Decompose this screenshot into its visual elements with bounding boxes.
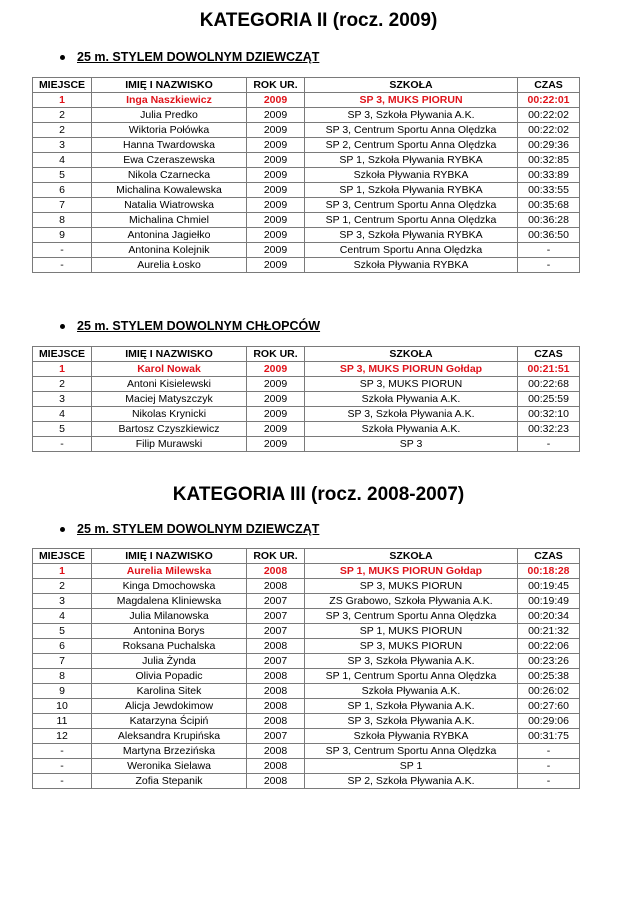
cell-place: 6 [33, 639, 92, 654]
cell-time: 00:35:68 [518, 198, 580, 213]
cell-time: 00:22:06 [518, 639, 580, 654]
cell-place: 4 [33, 153, 92, 168]
table-header-row [33, 549, 580, 564]
cell-time: 00:36:50 [518, 228, 580, 243]
cell-name: Michalina Chmiel [92, 213, 247, 228]
cell-place: 1 [33, 93, 92, 108]
cell-name: Antoni Kisielewski [92, 377, 247, 392]
cell-school: SP 1, Szkoła Pływania A.K. [305, 699, 518, 714]
cell-name: Hanna Twardowska [92, 138, 247, 153]
cell-school: Centrum Sportu Anna Olędzka [305, 243, 518, 258]
cell-time: 00:22:68 [518, 377, 580, 392]
cell-name: Nikola Czarnecka [92, 168, 247, 183]
cell-school: SP 3, Szkoła Pływania A.K. [305, 108, 518, 123]
cell-birth-year: 2008 [247, 564, 305, 579]
cell-time: 00:18:28 [518, 564, 580, 579]
cell-birth-year: 2008 [247, 669, 305, 684]
event-heading-text: 25 m. STYLEM DOWOLNYM DZIEWCZĄT [77, 522, 320, 536]
cell-time: 00:22:01 [518, 93, 580, 108]
table-row [33, 183, 580, 198]
results-table [32, 77, 580, 273]
cell-birth-year: 2009 [247, 243, 305, 258]
table-row [33, 93, 580, 108]
table-row [33, 624, 580, 639]
table-row [33, 213, 580, 228]
cell-place: 9 [33, 684, 92, 699]
column-header-name: IMIĘ I NAZWISKO [92, 78, 247, 93]
column-header-name: IMIĘ I NAZWISKO [92, 549, 247, 564]
cell-school: SP 1, Centrum Sportu Anna Olędzka [305, 213, 518, 228]
cell-name: Roksana Puchalska [92, 639, 247, 654]
column-header-school: SZKOŁA [305, 549, 518, 564]
table-header-row [33, 347, 580, 362]
table-row [33, 594, 580, 609]
cell-place: - [33, 774, 92, 789]
table-row [33, 744, 580, 759]
table-row [33, 639, 580, 654]
cell-place: - [33, 759, 92, 774]
cell-time: 00:19:45 [518, 579, 580, 594]
cell-school: SP 3, MUKS PIORUN Gołdap [305, 362, 518, 377]
cell-school: SP 1 [305, 759, 518, 774]
cell-school: SP 2, Szkoła Pływania A.K. [305, 774, 518, 789]
cell-school: SP 3, Szkoła Pływania A.K. [305, 714, 518, 729]
cell-name: Ewa Czeraszewska [92, 153, 247, 168]
cell-time: 00:32:23 [518, 422, 580, 437]
cell-place: 2 [33, 123, 92, 138]
column-header-birth-year: ROK UR. [247, 347, 305, 362]
cell-school: SP 3, Centrum Sportu Anna Olędzka [305, 744, 518, 759]
cell-school: SP 3, Szkoła Pływania RYBKA [305, 228, 518, 243]
cell-name: Kinga Dmochowska [92, 579, 247, 594]
column-header-time: CZAS [518, 549, 580, 564]
cell-time: - [518, 258, 580, 273]
cell-place: 2 [33, 579, 92, 594]
cell-birth-year: 2007 [247, 624, 305, 639]
table-row [33, 198, 580, 213]
table-row [33, 579, 580, 594]
cell-birth-year: 2008 [247, 759, 305, 774]
cell-school: SP 3, MUKS PIORUN [305, 377, 518, 392]
cell-time: 00:33:89 [518, 168, 580, 183]
column-header-place: MIEJSCE [33, 549, 92, 564]
column-header-birth-year: ROK UR. [247, 549, 305, 564]
cell-name: Wiktoria Połówka [92, 123, 247, 138]
cell-birth-year: 2008 [247, 744, 305, 759]
cell-place: - [33, 437, 92, 452]
cell-place: 5 [33, 168, 92, 183]
column-header-school: SZKOŁA [305, 78, 518, 93]
bullet-icon [60, 324, 65, 329]
cell-time: 00:19:49 [518, 594, 580, 609]
event-heading [60, 522, 319, 536]
cell-school: Szkoła Pływania RYBKA [305, 258, 518, 273]
cell-place: 8 [33, 669, 92, 684]
column-header-birth-year: ROK UR. [247, 78, 305, 93]
cell-time: 00:20:34 [518, 609, 580, 624]
event-heading [60, 319, 320, 333]
cell-place: 2 [33, 377, 92, 392]
cell-name: Olivia Popadic [92, 669, 247, 684]
cell-name: Weronika Sielawa [92, 759, 247, 774]
cell-birth-year: 2009 [247, 422, 305, 437]
cell-school: Szkoła Pływania A.K. [305, 684, 518, 699]
cell-name: Martyna Brzezińska [92, 744, 247, 759]
cell-school: SP 3, Szkoła Pływania A.K. [305, 654, 518, 669]
cell-time: 00:31:75 [518, 729, 580, 744]
table-row [33, 123, 580, 138]
cell-time: 00:25:59 [518, 392, 580, 407]
cell-time: 00:29:06 [518, 714, 580, 729]
table-row [33, 228, 580, 243]
event-heading-text: 25 m. STYLEM DOWOLNYM DZIEWCZĄT [77, 50, 320, 64]
column-header-name: IMIĘ I NAZWISKO [92, 347, 247, 362]
results-table [32, 346, 580, 452]
cell-time: - [518, 759, 580, 774]
cell-place: 7 [33, 198, 92, 213]
cell-time: - [518, 744, 580, 759]
cell-place: 12 [33, 729, 92, 744]
cell-time: 00:36:28 [518, 213, 580, 228]
cell-birth-year: 2007 [247, 729, 305, 744]
cell-school: Szkoła Pływania RYBKA [305, 729, 518, 744]
cell-time: 00:29:36 [518, 138, 580, 153]
cell-place: 11 [33, 714, 92, 729]
cell-name: Aurelia Milewska [92, 564, 247, 579]
cell-school: SP 3, MUKS PIORUN [305, 93, 518, 108]
cell-school: ZS Grabowo, Szkoła Pływania A.K. [305, 594, 518, 609]
cell-name: Karolina Sitek [92, 684, 247, 699]
cell-time: 00:32:10 [518, 407, 580, 422]
table-row [33, 153, 580, 168]
results-table [32, 548, 580, 789]
cell-place: 3 [33, 392, 92, 407]
cell-place: 2 [33, 108, 92, 123]
cell-birth-year: 2009 [247, 437, 305, 452]
cell-time: 00:25:38 [518, 669, 580, 684]
cell-time: 00:33:55 [518, 183, 580, 198]
cell-name: Zofia Stepanik [92, 774, 247, 789]
column-header-school: SZKOŁA [305, 347, 518, 362]
cell-school: SP 1, Szkoła Pływania RYBKA [305, 183, 518, 198]
cell-school: SP 3, Centrum Sportu Anna Olędzka [305, 198, 518, 213]
cell-time: 00:22:02 [518, 108, 580, 123]
category-title-3: KATEGORIA III (rocz. 2008-2007) [172, 484, 465, 505]
cell-name: Antonina Borys [92, 624, 247, 639]
cell-place: 1 [33, 564, 92, 579]
table-row [33, 684, 580, 699]
cell-time: - [518, 437, 580, 452]
table-row [33, 609, 580, 624]
cell-name: Karol Nowak [92, 362, 247, 377]
table-row [33, 669, 580, 684]
table-row [33, 729, 580, 744]
cell-time: - [518, 243, 580, 258]
cell-place: 7 [33, 654, 92, 669]
table-row [33, 138, 580, 153]
cell-school: SP 3, MUKS PIORUN [305, 579, 518, 594]
cell-name: Inga Naszkiewicz [92, 93, 247, 108]
column-header-place: MIEJSCE [33, 78, 92, 93]
cell-time: - [518, 774, 580, 789]
cell-birth-year: 2009 [247, 123, 305, 138]
cell-birth-year: 2009 [247, 183, 305, 198]
cell-school: SP 3, Centrum Sportu Anna Olędzka [305, 123, 518, 138]
cell-birth-year: 2008 [247, 699, 305, 714]
table-row [33, 108, 580, 123]
cell-school: SP 1, Centrum Sportu Anna Olędzka [305, 669, 518, 684]
table-row [33, 407, 580, 422]
cell-birth-year: 2009 [247, 108, 305, 123]
cell-place: 4 [33, 609, 92, 624]
cell-place: 3 [33, 138, 92, 153]
cell-birth-year: 2009 [247, 138, 305, 153]
table-row [33, 258, 580, 273]
cell-time: 00:23:26 [518, 654, 580, 669]
cell-birth-year: 2009 [247, 153, 305, 168]
column-header-time: CZAS [518, 347, 580, 362]
cell-school: Szkoła Pływania RYBKA [305, 168, 518, 183]
cell-place: 5 [33, 422, 92, 437]
cell-place: 4 [33, 407, 92, 422]
table-row [33, 654, 580, 669]
cell-place: 3 [33, 594, 92, 609]
category-title-2: KATEGORIA II (rocz. 2009) [199, 10, 438, 31]
cell-time: 00:27:60 [518, 699, 580, 714]
cell-name: Julia Milanowska [92, 609, 247, 624]
cell-name: Alicja Jewdokimow [92, 699, 247, 714]
cell-name: Natalia Wiatrowska [92, 198, 247, 213]
cell-name: Antonina Kolejnik [92, 243, 247, 258]
cell-birth-year: 2009 [247, 228, 305, 243]
cell-place: 9 [33, 228, 92, 243]
cell-name: Nikolas Krynicki [92, 407, 247, 422]
cell-birth-year: 2009 [247, 168, 305, 183]
cell-name: Filip Murawski [92, 437, 247, 452]
table-row [33, 377, 580, 392]
cell-school: SP 3, MUKS PIORUN [305, 639, 518, 654]
cell-birth-year: 2008 [247, 684, 305, 699]
cell-birth-year: 2009 [247, 377, 305, 392]
cell-birth-year: 2008 [247, 774, 305, 789]
cell-birth-year: 2008 [247, 714, 305, 729]
table-row [33, 392, 580, 407]
table-row [33, 362, 580, 377]
column-header-place: MIEJSCE [33, 347, 92, 362]
cell-place: - [33, 258, 92, 273]
cell-name: Magdalena Kliniewska [92, 594, 247, 609]
cell-birth-year: 2008 [247, 579, 305, 594]
cell-place: 1 [33, 362, 92, 377]
cell-birth-year: 2007 [247, 609, 305, 624]
cell-time: 00:22:02 [518, 123, 580, 138]
column-header-time: CZAS [518, 78, 580, 93]
cell-school: SP 3, Szkoła Pływania A.K. [305, 407, 518, 422]
cell-birth-year: 2009 [247, 392, 305, 407]
cell-school: SP 1, MUKS PIORUN Gołdap [305, 564, 518, 579]
table-row [33, 699, 580, 714]
cell-name: Antonina Jagiełko [92, 228, 247, 243]
table-row [33, 774, 580, 789]
cell-birth-year: 2009 [247, 407, 305, 422]
cell-name: Julia Żynda [92, 654, 247, 669]
cell-birth-year: 2009 [247, 213, 305, 228]
cell-birth-year: 2009 [247, 362, 305, 377]
cell-birth-year: 2009 [247, 258, 305, 273]
table-row [33, 168, 580, 183]
cell-birth-year: 2007 [247, 594, 305, 609]
table-row [33, 437, 580, 452]
cell-place: 6 [33, 183, 92, 198]
cell-birth-year: 2009 [247, 93, 305, 108]
bullet-icon [60, 55, 65, 60]
cell-time: 00:21:51 [518, 362, 580, 377]
table-row [33, 714, 580, 729]
table-row [33, 243, 580, 258]
table-row [33, 564, 580, 579]
table-row [33, 759, 580, 774]
cell-school: Szkoła Pływania A.K. [305, 392, 518, 407]
cell-school: Szkoła Pływania A.K. [305, 422, 518, 437]
cell-place: 8 [33, 213, 92, 228]
cell-school: SP 1, Szkoła Pływania RYBKA [305, 153, 518, 168]
cell-school: SP 3, Centrum Sportu Anna Olędzka [305, 609, 518, 624]
cell-time: 00:26:02 [518, 684, 580, 699]
cell-place: - [33, 744, 92, 759]
cell-name: Aleksandra Krupińska [92, 729, 247, 744]
table-row [33, 422, 580, 437]
cell-school: SP 2, Centrum Sportu Anna Olędzka [305, 138, 518, 153]
cell-name: Katarzyna Ścipiń [92, 714, 247, 729]
cell-name: Michalina Kowalewska [92, 183, 247, 198]
event-heading-text: 25 m. STYLEM DOWOLNYM CHŁOPCÓW [77, 319, 321, 333]
bullet-icon [60, 527, 65, 532]
cell-birth-year: 2009 [247, 198, 305, 213]
cell-school: SP 1, MUKS PIORUN [305, 624, 518, 639]
event-heading [60, 50, 319, 64]
cell-time: 00:21:32 [518, 624, 580, 639]
cell-name: Bartosz Czyszkiewicz [92, 422, 247, 437]
cell-name: Aurelia Łosko [92, 258, 247, 273]
cell-school: SP 3 [305, 437, 518, 452]
cell-birth-year: 2008 [247, 639, 305, 654]
table-header-row [33, 78, 580, 93]
cell-name: Julia Predko [92, 108, 247, 123]
cell-place: 5 [33, 624, 92, 639]
cell-birth-year: 2007 [247, 654, 305, 669]
cell-name: Maciej Matyszczyk [92, 392, 247, 407]
cell-place: 10 [33, 699, 92, 714]
cell-time: 00:32:85 [518, 153, 580, 168]
cell-place: - [33, 243, 92, 258]
